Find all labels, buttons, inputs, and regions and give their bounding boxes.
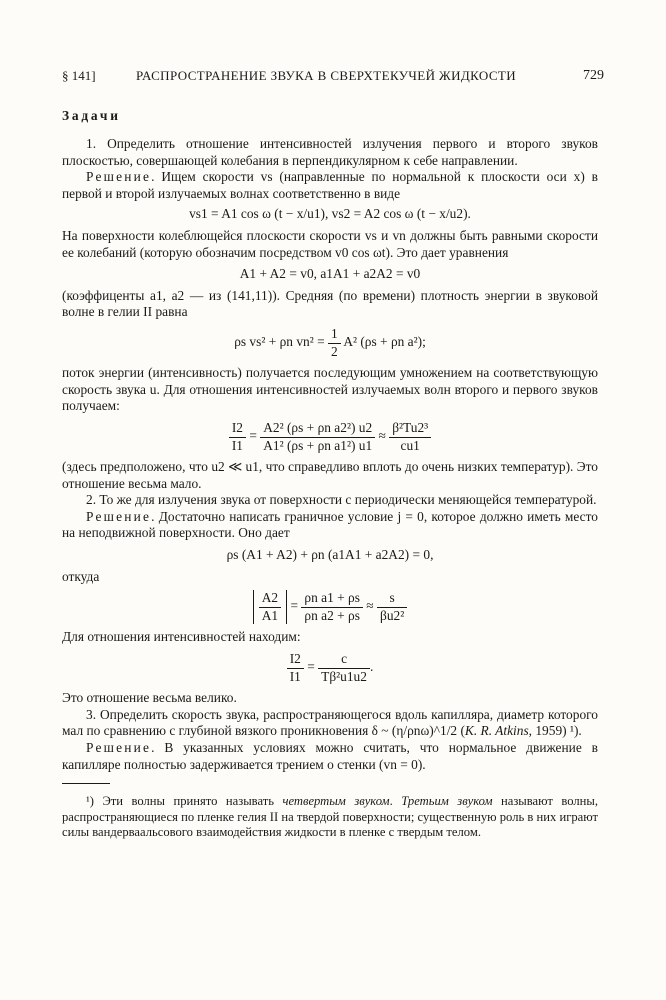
problem-2-solution-text: . Достаточно написать граничное условие j = 0, которое должно иметь место на неподвижной поверхности. Оно дает [62, 508, 598, 541]
equals-sign: = [307, 659, 315, 675]
equation-velocities: vs1 = A1 cos ω (t − x/u1), vs2 = A2 cos ω (t − x/u2). [189, 206, 471, 222]
solution-label: Решение [86, 169, 152, 185]
page-body [62, 136, 598, 841]
eq4-mid [260, 420, 375, 454]
eq2-mid-num: ρn a1 + ρs [301, 590, 363, 608]
eq3-lhs [287, 651, 304, 685]
footnote-mark: ¹) [86, 794, 94, 809]
abs-value [253, 590, 287, 624]
whence-word: откуда [62, 568, 100, 584]
problem-1-solution-1 [62, 169, 598, 202]
eq3-rhs-den: Tβ²u1u2 [321, 668, 367, 684]
eq4-rhs-num: β²Tu2³ [389, 420, 431, 438]
equals-sign: = [290, 598, 299, 614]
problem-3-text-b: , 1959) ¹). [528, 723, 582, 739]
problem-3-statement [62, 707, 598, 740]
solution-label: Решение [86, 508, 152, 524]
citation: K. R. Atkins [464, 723, 529, 739]
footnote-term-third-sound: Третьим звуком [401, 794, 493, 809]
eq2-mid [301, 590, 363, 624]
eq4-mid-num: A2² (ρs + ρn a2²) u2 [260, 420, 375, 438]
running-header [62, 68, 604, 88]
equation-boundary: A1 + A2 = v0, a1A1 + a2A2 = v0 [239, 266, 421, 282]
problem-1-paragraph-3: (коэффиценты a1, a2 — из (141,11)). Средняя (по времени) плотность энергии в звуковой волне в гелии II равна [62, 287, 598, 320]
footnote-text-c: называют волны, распространяющиеся по пленке гелия II на твердой поверхности; существенную роль в них играют силы вандерваальсового взаимодействия жидкости в пленке с твердым телом. [62, 794, 598, 840]
eq3-num: 1 [328, 326, 341, 344]
eq3-fraction [328, 326, 341, 360]
equals-sign: = [249, 428, 257, 444]
eq3-rhs [318, 651, 370, 685]
problem-1-paragraph-2: На поверхности колеблющейся плоскости скорости vs и vn должны быть равными скорости ее колебаний (которую обозначим посредством v0 cos ωt). Это дает уравнения [62, 227, 598, 260]
eq2-rhs-den: βu2² [380, 607, 405, 623]
equation-boundary-2: ρs (A1 + A2) + ρn (a1A1 + a2A2) = 0, [226, 547, 434, 563]
problem-2-paragraph-4: Это отношение весьма велико. [62, 690, 237, 706]
eq3-lhs-num: I2 [287, 651, 304, 669]
eq2-rhs-num: s [377, 590, 407, 608]
problem-3-solution-text: . В указанных условиях можно считать, что нормальное движение в капилляре полностью задерживается трением о стенки (vn = 0). [62, 740, 598, 772]
section-ref: § 141] [62, 68, 96, 83]
footnote-text-a: Эти волны принято называть [93, 794, 283, 809]
equation-energy-density [62, 326, 598, 360]
eq3-left: ρs vs² + ρn vn² = [234, 334, 325, 350]
eq3-den: 2 [331, 343, 338, 359]
footnote-rule [62, 783, 110, 784]
problem-1-paragraph-5: (здесь предположено, что u2 ≪ u1, что справедливо вплоть до очень низких температур). Это отношение весьма мало. [62, 459, 598, 491]
problem-3-solution-1 [62, 740, 598, 773]
problem-2-statement: 2. То же для излучения звука от поверхности с периодически меняющейся температурой. [86, 492, 597, 508]
problem-2-solution-1 [62, 509, 598, 542]
eq2-rhs [377, 590, 407, 624]
eq3-right: A² (ρs + ρn a²); [343, 334, 426, 350]
problem-1-paragraph-4: поток энергии (интенсивность) получается последующим умножением на соответствующую скорость звука u. Для отношения интенсивностей излучаемых волн второго и первого звуков получаем: [62, 365, 598, 414]
problem-3-text-a: 3. Определить скорость звука, распространяющегося вдоль капилляра, диаметр которого мал по сравнению с глубиной вязкого проникновения δ ~ (η/ρnω)^1/2 ( [62, 706, 598, 739]
eq2-lhs-den: A1 [261, 607, 279, 623]
solution-label: Решение [86, 740, 152, 755]
page-number: 729 [583, 68, 604, 83]
problems-heading: Задачи [62, 108, 121, 123]
running-title: РАСПРОСТРАНЕНИЕ ЗВУКА В СВЕРХТЕКУЧЕЙ ЖИДКОСТИ [136, 68, 517, 83]
eq4-lhs-den: I1 [231, 437, 243, 453]
approx-sign: ≈ [378, 428, 386, 444]
eq3-rhs-num: c [318, 651, 370, 669]
eq4-mid-den: A1² (ρs + ρn a1²) u1 [263, 437, 373, 453]
eq2-lhs-num: A2 [259, 590, 281, 608]
equation-intensity-ratio-1 [62, 420, 598, 454]
eq3-lhs-den: I1 [289, 668, 301, 684]
equation-amplitude-ratio [62, 590, 598, 624]
eq4-rhs [389, 420, 431, 454]
approx-sign: ≈ [366, 598, 374, 614]
eq4-rhs-den: cu1 [400, 437, 420, 453]
problem-1-solution-text: . Ищем скорости vs (направленные по нормальной к плоскости оси x) в первой и второй излучаемых волнах соответственно в виде [62, 169, 598, 201]
eq4-lhs [229, 420, 246, 454]
problem-1-statement: 1. Определить отношение интенсивностей излучения первого и второго звуков плоскостью, совершающей колебания в перпендикулярном к себе направлении. [62, 136, 598, 168]
eq2-mid-den: ρn a2 + ρs [304, 607, 360, 623]
footnote [62, 794, 598, 841]
footnote-term-fourth-sound: четвертым звуком [282, 794, 390, 809]
eq4-lhs-num: I2 [229, 420, 246, 438]
problem-2-paragraph-3: Для отношения интенсивностей находим: [62, 629, 301, 645]
equation-intensity-ratio-2: $\frac{I2}{I1}$ = $\frac{c}{\text{Tβ²u1u2}}$ . [62, 651, 598, 685]
footnote-text-b: . [389, 794, 402, 809]
eq2-lhs [259, 590, 281, 624]
